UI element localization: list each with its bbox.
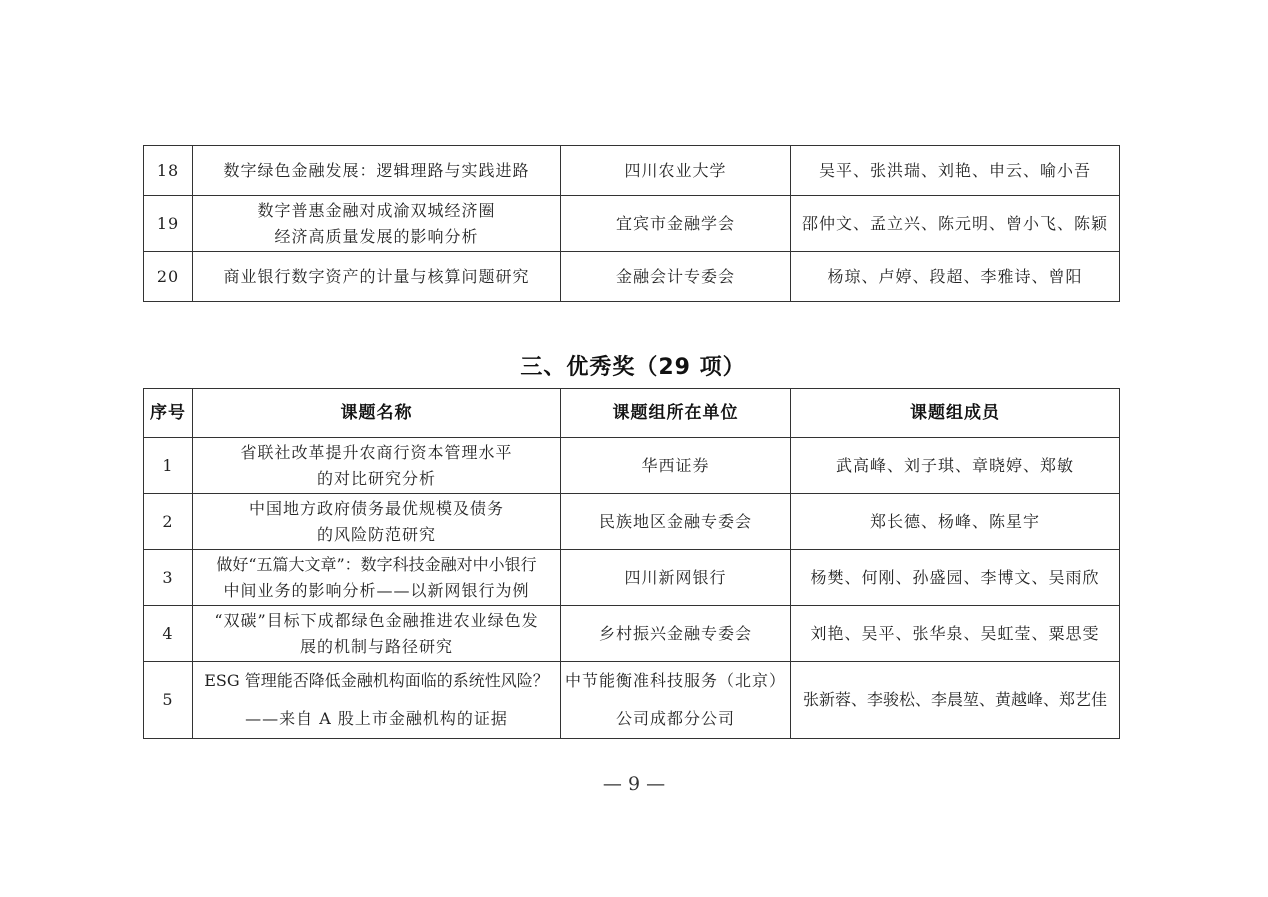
- row-number: 5: [144, 662, 193, 739]
- table-row: [144, 146, 1120, 196]
- table-row: [144, 662, 1120, 739]
- row-number: 4: [144, 606, 193, 662]
- project-title: 做好“五篇大文章”：数字科技金融对中小银行 中间业务的影响分析——以新网银行为例: [193, 550, 561, 606]
- table-row: [144, 438, 1120, 494]
- excellent-award-table: [143, 388, 1120, 739]
- table-row: [144, 606, 1120, 662]
- row-number: 3: [144, 550, 193, 606]
- project-title: 商业银行数字资产的计量与核算问题研究: [193, 252, 561, 302]
- project-unit: 金融会计专委会: [561, 252, 791, 302]
- section-heading: 三、优秀奖（29 项）: [520, 355, 746, 380]
- project-members: 杨琼、卢婷、段超、李雅诗、曾阳: [791, 252, 1120, 302]
- project-unit: 四川农业大学: [561, 146, 791, 196]
- row-number: 20: [144, 252, 193, 302]
- project-title: 中国地方政府债务最优规模及债务 的风险防范研究: [193, 494, 561, 550]
- project-title: 数字绿色金融发展：逻辑理路与实践进路: [193, 146, 561, 196]
- project-title: ESG 管理能否降低金融机构面临的系统性风险？ ——来自 A 股上市金融机构的证据: [193, 662, 561, 739]
- project-unit: 中节能衡准科技服务（北京） 公司成都分公司: [561, 662, 791, 739]
- project-unit: 华西证券: [561, 438, 791, 494]
- table-row: [144, 494, 1120, 550]
- project-unit: 宜宾市金融学会: [561, 196, 791, 252]
- row-number: 1: [144, 438, 193, 494]
- project-members: 邵仲文、孟立兴、陈元明、曾小飞、陈颖: [791, 196, 1120, 252]
- project-title: 数字普惠金融对成渝双城经济圈 经济高质量发展的影响分析: [193, 196, 561, 252]
- header-number: 序号: [144, 389, 193, 438]
- project-unit: 乡村振兴金融专委会: [561, 606, 791, 662]
- project-members: 杨樊、何刚、孙盛园、李博文、吴雨欣: [791, 550, 1120, 606]
- project-unit: 民族地区金融专委会: [561, 494, 791, 550]
- page-number: — 9 —: [602, 773, 666, 795]
- table-row: [144, 550, 1120, 606]
- row-number: 19: [144, 196, 193, 252]
- project-unit: 四川新网银行: [561, 550, 791, 606]
- row-number: 18: [144, 146, 193, 196]
- project-members: 武高峰、刘子琪、章晓婷、郑敏: [791, 438, 1120, 494]
- table-header-row: [144, 389, 1120, 438]
- table-row: [144, 196, 1120, 252]
- row-number: 2: [144, 494, 193, 550]
- previous-awards-table: [143, 145, 1120, 302]
- project-members: 郑长德、杨峰、陈星宇: [791, 494, 1120, 550]
- table-row: [144, 252, 1120, 302]
- header-title: 课题名称: [193, 389, 561, 438]
- project-title: “双碳”目标下成都绿色金融推进农业绿色发 展的机制与路径研究: [193, 606, 561, 662]
- header-members: 课题组成员: [791, 389, 1120, 438]
- project-title: 省联社改革提升农商行资本管理水平 的对比研究分析: [193, 438, 561, 494]
- header-unit: 课题组所在单位: [561, 389, 791, 438]
- project-members: 张新蓉、李骏松、李晨堃、黄越峰、郑艺佳: [791, 662, 1120, 739]
- project-members: 吴平、张洪瑞、刘艳、申云、喻小吾: [791, 146, 1120, 196]
- project-members: 刘艳、吴平、张华泉、吴虹莹、粟思雯: [791, 606, 1120, 662]
